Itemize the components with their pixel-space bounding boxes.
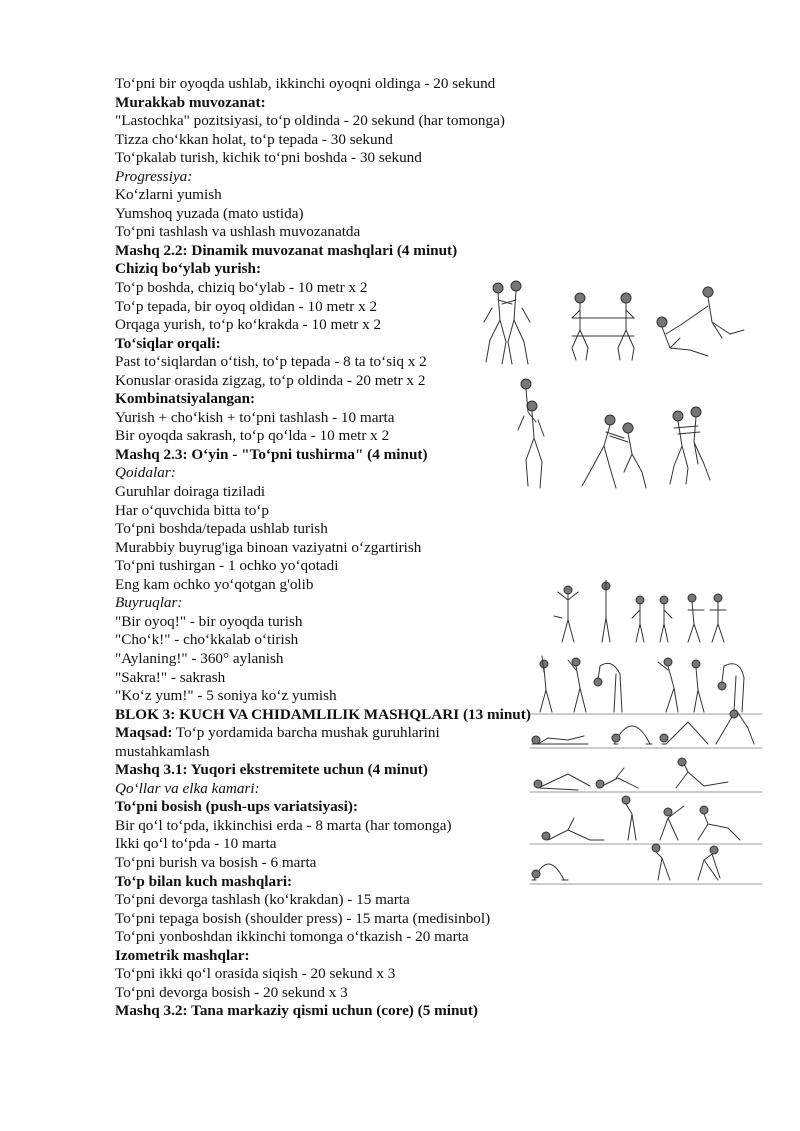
text-line: "Cho‘k!" - cho‘kkalab o‘tirish bbox=[115, 631, 299, 649]
section-heading: Mashq 3.2: Tana markaziy qismi uchun (core) (5 minut) bbox=[115, 1002, 478, 1020]
text-line: To‘pni boshda/tepada ushlab turish bbox=[115, 520, 328, 538]
text-line: "Lastochka" pozitsiyasi, to‘p oldinda - 20 sekund (har tomonga) bbox=[115, 112, 505, 130]
section-heading: Mashq 2.2: Dinamik muvozanat mashqlari (4 minut) bbox=[115, 241, 458, 259]
text-line: Yumshoq yuzada (mato ustida) bbox=[115, 204, 304, 222]
text-line: To‘pkalab turish, kichik to‘pni boshda - 30 sekund bbox=[115, 149, 422, 167]
text-line: Guruhlar doiraga tiziladi bbox=[115, 483, 266, 501]
goal-text: To‘p yordamida barcha mushak guruhlarini mustahkamlash bbox=[115, 724, 440, 760]
text-line: "Aylaning!" - 360° aylanish bbox=[115, 649, 284, 667]
partner-exercise-illustration-middle bbox=[492, 376, 722, 494]
text-line: "Ko‘z yum!" - 5 soniya ko‘z yumish bbox=[115, 687, 337, 705]
goal-label: Maqsad: bbox=[115, 724, 173, 742]
goal-paragraph bbox=[115, 724, 535, 761]
text-line: Tizza cho‘kkan holat, to‘p tepada - 30 sekund bbox=[115, 130, 393, 148]
text-line: To‘pni bir oyoqda ushlab, ikkinchi oyoqni oldinga - 20 sekund bbox=[115, 75, 496, 92]
text-line: "Bir oyoq!" - bir oyoqda turish bbox=[115, 612, 303, 630]
text-line: Bir oyoqda sakrash, to‘p qo‘lda - 10 metr x 2 bbox=[115, 427, 390, 445]
section-heading: Mashq 2.3: O‘yin - "To‘pni tushirma" (4 minut) bbox=[115, 445, 428, 463]
text-line: Past to‘siqlardan o‘tish, to‘p tepada - 8 ta to‘siq x 2 bbox=[115, 353, 427, 371]
section-heading: Chiziq bo‘ylab yurish: bbox=[115, 260, 262, 278]
text-line: "Sakra!" - sakrash bbox=[115, 668, 226, 686]
text-line: To‘pni ikki qo‘l orasida siqish - 20 sekund x 3 bbox=[115, 965, 396, 983]
text-line: To‘pni tushirgan - 1 ochko yo‘qotadi bbox=[115, 557, 339, 575]
text-line: Ko‘zlarni yumish bbox=[115, 186, 222, 204]
partner-exercise-illustration-top bbox=[476, 278, 748, 368]
text-line: Konuslar orasida zigzag, to‘p oldinda - 20 metr x 2 bbox=[115, 371, 426, 389]
section-heading: Izometrik mashqlar: bbox=[115, 946, 250, 964]
text-line: Ikki qo‘l to‘pda - 10 marta bbox=[115, 835, 277, 853]
text-line: To‘pni devorga bosish - 20 sekund x 3 bbox=[115, 983, 348, 1001]
text-line: Yurish + cho‘kish + to‘pni tashlash - 10 marta bbox=[115, 408, 395, 426]
block-heading: BLOK 3: KUCH VA CHIDAMLILIK MASHQLARI (13 minut) bbox=[115, 705, 531, 723]
section-heading: Murakkab muvozanat: bbox=[115, 93, 266, 111]
text-column bbox=[115, 75, 535, 1021]
section-heading: Kombinatsiyalangan: bbox=[115, 390, 256, 408]
text-line: To‘pni yonboshdan ikkinchi tomonga o‘tkazish - 20 marta bbox=[115, 928, 469, 946]
text-line: Murabbiy buyrug'iga binoan vaziyatni o‘zgartirish bbox=[115, 538, 422, 556]
text-line: To‘p boshda, chiziq bo‘ylab - 10 metr x 2 bbox=[115, 279, 368, 297]
text-line: To‘p tepada, bir oyoq oldidan - 10 metr x 2 bbox=[115, 297, 378, 315]
subsection-label: Qoidalar: bbox=[115, 464, 176, 482]
text-line: Har o‘quvchida bitta to‘p bbox=[115, 501, 269, 519]
text-line: To‘pni tepaga bosish (shoulder press) - 15 marta (medisinbol) bbox=[115, 909, 491, 927]
text-line: Bir qo‘l to‘pda, ikkinchisi erda - 8 marta (har tomonga) bbox=[115, 816, 452, 834]
text-line: To‘pni devorga tashlash (ko‘krakdan) - 15 marta bbox=[115, 891, 410, 909]
section-heading: To‘p bilan kuch mashqlari: bbox=[115, 872, 293, 890]
section-heading: To‘pni bosish (push-ups variatsiyasi): bbox=[115, 798, 358, 816]
subsection-label: Progressiya: bbox=[115, 167, 193, 185]
subsection-label: Buyruqlar: bbox=[115, 594, 183, 612]
text-line: To‘pni tashlash va ushlash muvozanatda bbox=[115, 223, 361, 241]
text-line: To‘pni burish va bosish - 6 marta bbox=[115, 853, 317, 871]
text-line: Eng kam ochko yo‘qotgan g'olib bbox=[115, 575, 314, 593]
subsection-label: Qo‘llar va elka kamari: bbox=[115, 779, 260, 797]
text-line: Orqaga yurish, to‘p ko‘krakda - 10 metr x 2 bbox=[115, 316, 382, 334]
section-heading: To‘siqlar orqali: bbox=[115, 334, 221, 352]
stretching-exercises-illustration bbox=[528, 578, 763, 888]
section-heading: Mashq 3.1: Yuqori ekstremitete uchun (4 minut) bbox=[115, 761, 428, 779]
